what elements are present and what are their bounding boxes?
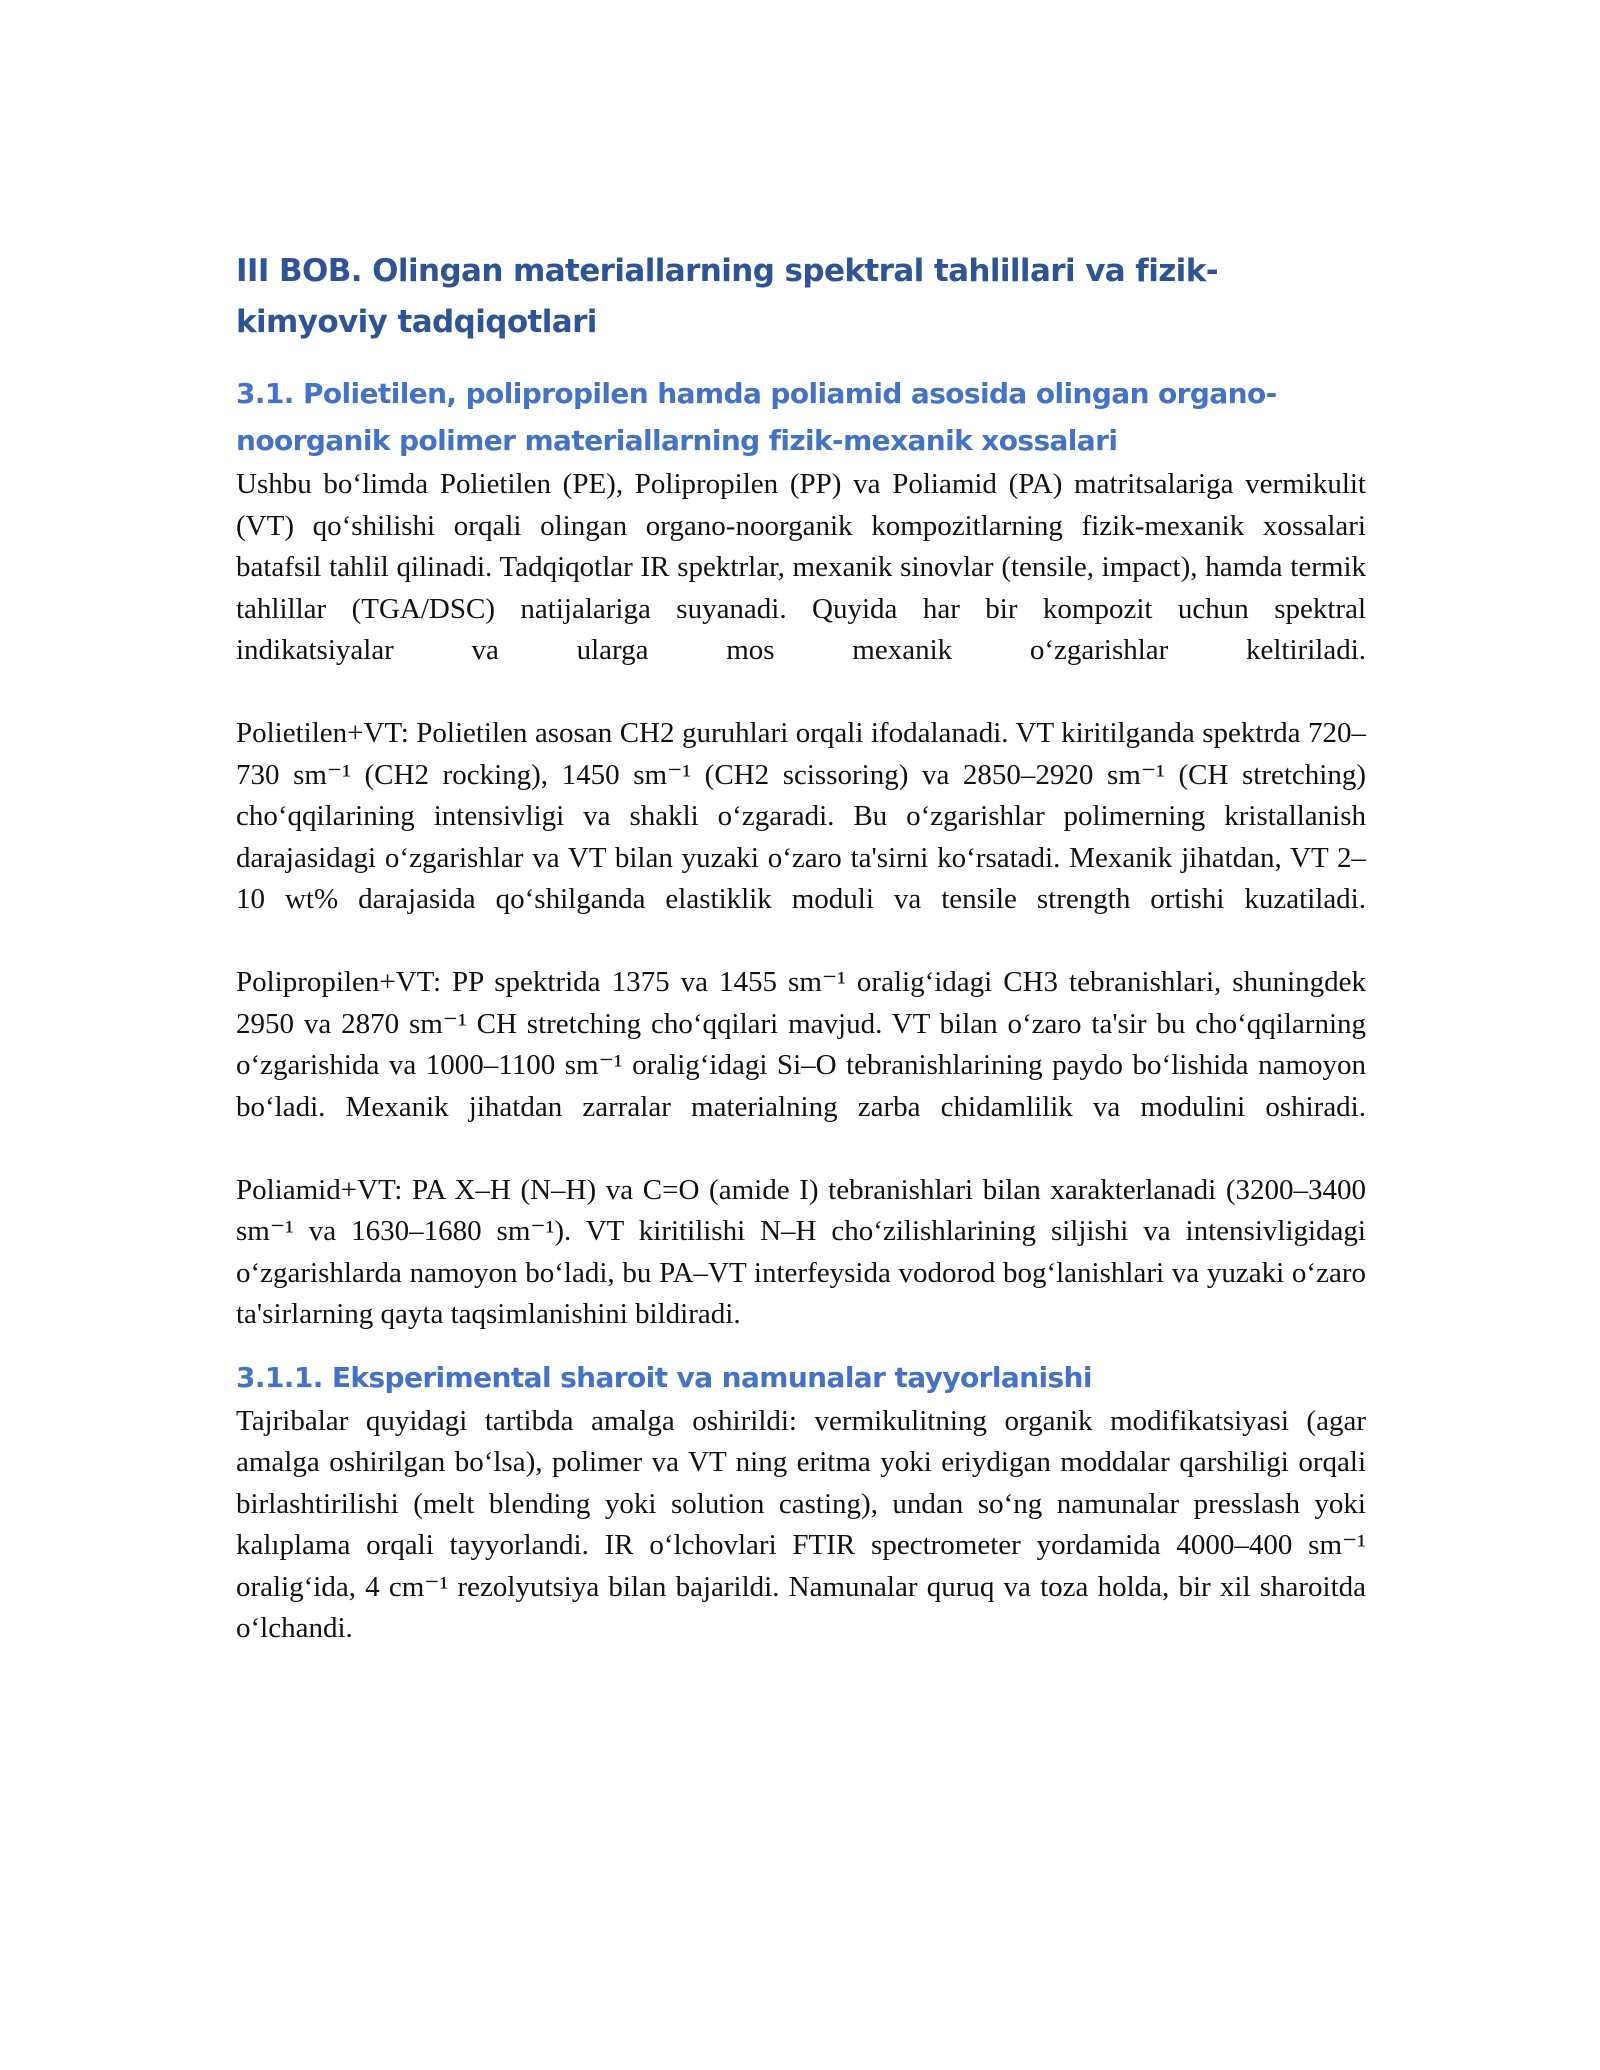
paragraph-spacer xyxy=(236,921,1366,963)
paragraph-pa-vt: Poliamid+VT: PA X–H (N–H) va C=O (amide I) tebranishlari bilan xarakterlanadi (3200–3400 sm⁻¹ va 1630–1680 sm⁻¹). VT kiritilishi N–H cho‘zilishlarining siljishi va intensivligidagi o‘zgarishlarda namoyon bo‘ladi, bu PA–VT interfeysida vodorod bog‘lanishlari va yuzaki o‘zaro ta'sirlarning qayta taqsimlanishini bildiradi. xyxy=(236,1173,1366,1330)
paragraph-experimental: Tajribalar quyidagi tartibda amalga oshirildi: vermikulitning organik modifikatsiyasi (agar amalga oshirilgan bo‘lsa), polimer va VT ning eritma yoki eriydigan moddalar qarshiligi orqali birlashtirilishi (melt blending yoki solution casting), undan so‘ng namunalar presslash yoki kalıplama orqali tayyorlandi. IR o‘lchovlari FTIR spectrometer yordamida 4000–400 sm⁻¹ oralig‘ida, 4 cm⁻¹ rezolyutsiya bilan bajarildi. Namunalar quruq va toza holda, bir xil sharoitda o‘lchandi. xyxy=(236,1404,1366,1644)
paragraph-intro: Ushbu bo‘limda Polietilen (PE), Polipropilen (PP) va Poliamid (PA) matritsalariga vermikulit (VT) qo‘shilishi orqali olingan organo-noorganik kompozitlarning fizik-mexanik xossalari batafsil tahlil qilinadi. Tadqiqotlar IR spektrlar, mexanik sinovlar (tensile, impact), hamda termik tahlillar (TGA/DSC) natijalariga suyanadi. Quyida har bir kompozit uchun spektral indikatsiyalar va ularga mos mexanik o‘zgarishlar keltiriladi. xyxy=(236,468,1366,666)
chapter-heading: III BOB. Olingan materiallarning spektral tahlillari va fizik-kimyoviy tadqiqotlari xyxy=(236,253,1218,340)
paragraph-pp-vt: Polipropilen+VT: PP spektrida 1375 va 1455 sm⁻¹ oralig‘idagi CH3 tebranishlari, shuningdek 2950 va 2870 sm⁻¹ CH stretching cho‘qqilari mavjud. VT bilan o‘zaro ta'sir bu cho‘qqilarning o‘zgarishida va 1000–1100 sm⁻¹ oralig‘idagi Si–O tebranishlarining paydo bo‘lishida namoyon bo‘ladi. Mexanik jihatdan zarralar materialning zarba chidamlilik va modulini oshiradi. xyxy=(236,966,1366,1123)
section-heading: 3.1. Polietilen, polipropilen hamda poliamid asosida olingan organo-noorganik polimer materiallarning fizik-mexanik xossalari xyxy=(236,377,1277,457)
paragraph-spacer xyxy=(236,1128,1366,1170)
subsection-heading: 3.1.1. Eksperimental sharoit va namunalar tayyorlanishi xyxy=(236,1360,1092,1394)
paragraph-spacer xyxy=(236,672,1366,714)
paragraph-pe-vt: Polietilen+VT: Polietilen asosan CH2 guruhlari orqali ifodalanadi. VT kiritilganda spektrda 720–730 sm⁻¹ (CH2 rocking), 1450 sm⁻¹ (CH2 scissoring) va 2850–2920 sm⁻¹ (CH stretching) cho‘qqilarining intensivligi va shakli o‘zgaradi. Bu o‘zgarishlar polimerning kristallanish darajasidagi o‘zgarishlar va VT bilan yuzaki o‘zaro ta'sirni ko‘rsatadi. Mexanik jihatdan, VT 2–10 wt% darajasida qo‘shilganda elastiklik moduli va tensile strength ortishi kuzatiladi. xyxy=(236,717,1366,915)
document-page xyxy=(236,246,1366,1650)
